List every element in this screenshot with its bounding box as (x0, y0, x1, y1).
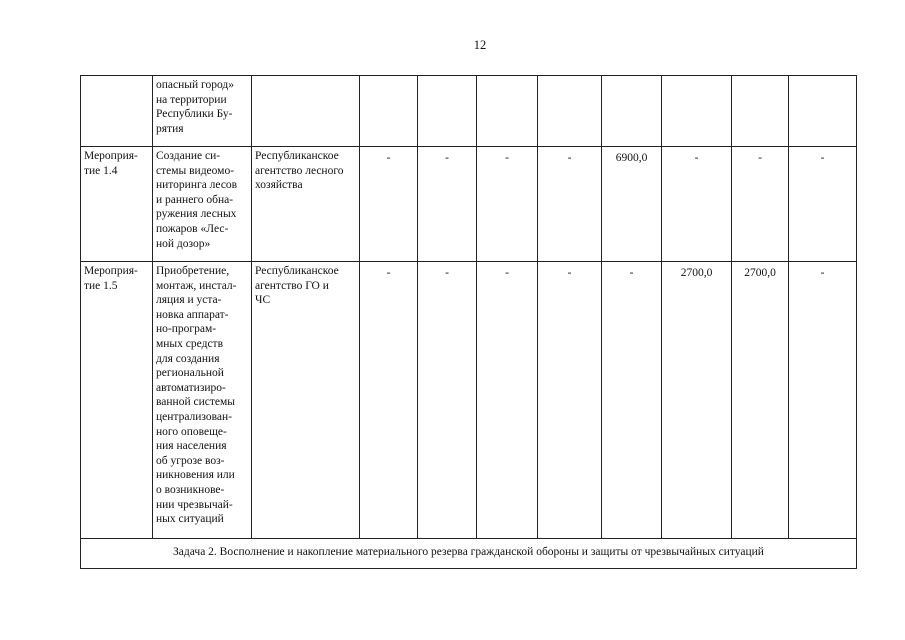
value-cell: - (477, 147, 538, 262)
value-cell: - (360, 262, 418, 539)
executor-cell: Республиканское агентство ГО и ЧС (252, 262, 360, 539)
value-cell (360, 76, 418, 147)
value-cell: - (477, 262, 538, 539)
executor-cell (252, 76, 360, 147)
value-cell (789, 76, 857, 147)
value-cell: - (538, 147, 602, 262)
program-table (80, 75, 857, 569)
value-cell: - (602, 262, 662, 539)
value-cell: 2700,0 (662, 262, 732, 539)
value-cell: - (418, 147, 477, 262)
value-cell (732, 76, 789, 147)
table-row (81, 262, 857, 539)
value-cell: - (789, 262, 857, 539)
event-id-cell: Мероприя- тие 1.4 (81, 147, 153, 262)
table-row (81, 147, 857, 262)
event-name-cell: Создание си- стемы видеомо- ниторинга лесов и раннего обна- ружения лесных пожаров «Лес- ной дозор» (153, 147, 252, 262)
table-row (81, 76, 857, 147)
value-cell: - (418, 262, 477, 539)
task-heading: Задача 2. Восполнение и накопление материального резерва гражданской обороны и защиты от чрезвычайных ситуаций (81, 539, 857, 569)
value-cell: - (662, 147, 732, 262)
executor-cell: Республиканское агентство лесного хозяйства (252, 147, 360, 262)
value-cell: 6900,0 (602, 147, 662, 262)
value-cell (662, 76, 732, 147)
value-cell: 2700,0 (732, 262, 789, 539)
value-cell: - (789, 147, 857, 262)
page-number: 12 (473, 38, 487, 52)
value-cell: - (732, 147, 789, 262)
value-cell (477, 76, 538, 147)
task-row (81, 539, 857, 569)
event-name-cell: опасный город» на территории Республики Бу- рятия (153, 76, 252, 147)
value-cell: - (360, 147, 418, 262)
value-cell (602, 76, 662, 147)
event-name-cell: Приобретение, монтаж, инстал- ляция и уста- новка аппарат- но-програм- мных средств для создания региональной автоматизиро- ванной системы централизован- ного оповеще- ния населения об угрозе воз- никновения или о возникнове- нии чрезвычай- ных ситуаций (153, 262, 252, 539)
event-id-cell: Мероприя- тие 1.5 (81, 262, 153, 539)
event-id-cell (81, 76, 153, 147)
value-cell (418, 76, 477, 147)
value-cell (538, 76, 602, 147)
value-cell: - (538, 262, 602, 539)
